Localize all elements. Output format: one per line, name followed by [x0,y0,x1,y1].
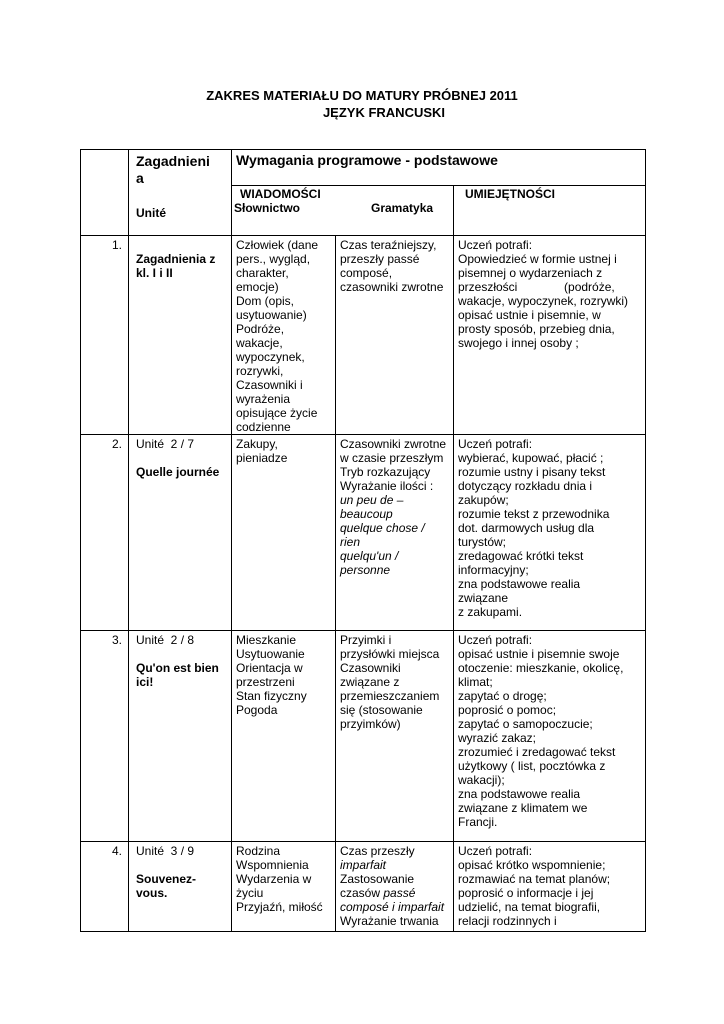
header-skills: UMIEJĘTNOŚCI [465,187,556,201]
text-line: Francji. [458,815,498,829]
text-line: zrozumieć i zredagować tekst [458,745,616,759]
text-line: Przyjaźń, miłość [236,900,323,914]
text-fragment-italic: passé [383,886,416,900]
row-number: 4. [81,842,129,932]
text-line: Człowiek (dane [236,238,319,252]
text-line: opisujące życie [236,406,318,420]
header-grammar: Gramatyka [371,201,434,215]
document-title: ZAKRES MATERIAŁU DO MATURY PRÓBNEJ 2011 [206,88,518,103]
header-number-cell [81,150,129,236]
text-line: Tryb rozkazujący [340,465,431,479]
text-line: opisać krótko wspomnienie; [458,858,606,872]
row-vocabulary [232,631,336,842]
table-row [81,842,646,932]
text-line: Stan fizyczny [236,689,307,703]
text-line: rozrywki, [236,364,284,378]
text-line: Pogoda [236,703,278,717]
text-line: swojego i innej osoby ; [458,336,579,350]
text-line: Podróże, [236,322,285,336]
text-line: poprosić o pomoc; [458,703,557,717]
row-skills [454,236,646,435]
text-line: rozumie tekst z przewodnika [458,507,610,521]
text-line: wybierać, kupować, płacić ; [458,451,604,465]
text-line: przyimków) [340,717,401,731]
row-grammar [336,435,454,631]
header-topic-line2: a [136,170,144,186]
header-knowledge-cell [232,186,454,236]
text-fragment: czasów [340,886,384,900]
row-unit-title: Qu'on est bien [136,661,219,675]
text-line: quelque chose / [340,521,425,535]
text-line: Mieszkanie [236,633,297,647]
header-vocabulary: Słownictwo [234,201,300,215]
text-line: Zakupy, [236,437,278,451]
row-unit [129,631,232,842]
text-line: zna podstawowe realia [458,787,581,801]
text-line: związane z klimatem we [458,801,588,815]
text-line: udzielić, na temat biografii, [458,900,601,914]
row-grammar [336,631,454,842]
text-line: związane [458,591,509,605]
row-grammar [336,842,454,932]
row-skills [454,631,646,842]
text-line: zakupów; [458,493,509,507]
row-skills [454,435,646,631]
row-unit-title: vous. [136,886,168,900]
text-line: composé i imparfait [340,900,445,914]
header-requirements: Wymagania programowe - podstawowe [232,150,646,186]
text-line: rozumie ustny i pisany tekst [458,465,606,479]
row-unit-line: Zagadnienia z [136,252,216,266]
text-line: się (stosowanie [340,703,423,717]
text-line: przysłówki miejsca [340,647,440,661]
curriculum-table [80,149,646,932]
text-line: rien [340,535,361,549]
text-line: Opowiedzieć w formie ustnej i [458,252,617,266]
text-line: opisać ustnie i pisemnie swoje [458,647,620,661]
text-line: zna podstawowe realia [458,577,581,591]
text-line: klimat; [458,675,493,689]
text-line: un peu de – [340,493,404,507]
table-row [81,236,646,435]
text-line: przeszły passé [340,252,420,266]
text-line: pers., wygląd, [236,252,311,266]
text-line: Rodzina [236,844,281,858]
text-line: opisać ustnie i pisemnie, w [458,308,601,322]
text-line: Czas przeszły [340,844,415,858]
text-line: prosty sposób, przebieg dnia, [458,322,615,336]
text-line: informacyjny; [458,563,529,577]
row-unit-code: Unité 2 / 7 [136,437,195,451]
text-line [340,886,449,900]
text-line: Wyrażanie ilości : [340,479,434,493]
row-unit [129,236,232,435]
text-line: usytuowanie) [236,308,307,322]
text-line: w czasie przeszłym [340,451,444,465]
text-line: Uczeń potrafi: [458,437,533,451]
text-line: Wspomnienia [236,858,309,872]
header-unit-label: Unité [136,206,166,220]
text-line: rozmawiać na temat planów; [458,872,611,886]
row-unit-code: Unité 2 / 8 [136,633,195,647]
row-unit-title: Quelle journée [136,465,220,479]
text-line: Wyrażanie trwania [340,914,439,928]
text-line: dotyczący rozkładu dnia i [458,479,593,493]
row-vocabulary [232,842,336,932]
text-line: Uczeń potrafi: [458,633,533,647]
text-line: Usytuowanie [236,647,305,661]
text-line: związane z [340,675,400,689]
text-line: quelqu'un / [340,549,399,563]
row-skills [454,842,646,932]
text-line: wyrażenia [236,392,291,406]
row-unit-line: kl. I i II [136,266,173,280]
text-line: przemieszczaniem [340,689,440,703]
text-line: użytkowy ( list, pocztówka z [458,759,606,773]
header-topic-cell [129,150,232,236]
text-line: Czas teraźniejszy, [340,238,437,252]
header-knowledge: WIADOMOŚCI [240,187,321,201]
text-line: composé, [340,266,393,280]
text-line: codzienne [236,420,291,434]
row-grammar [336,236,454,435]
text-line: życiu [236,886,264,900]
text-line: przestrzeni [236,675,295,689]
row-unit [129,842,232,932]
text-line: Orientacja w [236,661,303,675]
text-line: wypoczynek, [236,350,305,364]
text-line: Dom (opis, [236,294,295,308]
text-line: poprosić o informacje i jej [458,886,594,900]
text-line: personne [340,563,391,577]
text-line: przeszłości (podróże, [458,280,615,294]
text-line: Przyimki i [340,633,392,647]
text-line: wyrazić zakaz; [458,731,537,745]
text-line: Czasowniki zwrotne [340,437,447,451]
text-line: charakter, [236,266,289,280]
row-unit-code: Unité 3 / 9 [136,844,195,858]
row-number: 2. [81,435,129,631]
header-skills-cell [454,186,646,236]
text-line: relacji rodzinnych i [458,914,557,928]
text-line: czasowniki zwrotne [340,280,444,294]
text-line: zapytać o samopoczucie; [458,717,593,731]
row-unit-title: Souvenez- [136,872,197,886]
table-row [81,631,646,842]
text-line: Czasowniki i [236,378,303,392]
text-line: Zastosowanie [340,872,415,886]
row-unit-title: ici! [136,675,154,689]
text-line: wakacje, [236,336,283,350]
table-row [81,435,646,631]
text-line: wakacje, wypoczynek, rozrywki) [458,294,629,308]
row-unit [129,435,232,631]
text-line: wakacji); [458,773,505,787]
text-line: pisemnej o wydarzeniach z [458,266,603,280]
document-subtitle: JĘZYK FRANCUSKI [322,105,446,120]
row-vocabulary [232,236,336,435]
row-number: 1. [81,236,129,435]
header-topic-line1: Zagadnieni [136,153,210,169]
text-line: Uczeń potrafi: [458,844,533,858]
row-number: 3. [81,631,129,842]
text-line: imparfait [340,858,387,872]
text-line: turystów; [458,535,507,549]
text-line: z zakupami. [458,605,523,619]
text-line: Wydarzenia w [236,872,312,886]
text-line: dot. darmowych usług dla [458,521,595,535]
text-line: beaucoup [340,507,393,521]
text-line: emocje) [236,280,279,294]
text-line: zapytać o drogę; [458,689,547,703]
text-line: zredagować krótki tekst [458,549,584,563]
row-vocabulary [232,435,336,631]
text-line: otoczenie: mieszkanie, okolicę, [458,661,624,675]
text-line: Czasowniki [340,661,401,675]
text-line: pieniadze [236,451,288,465]
text-line: Uczeń potrafi: [458,238,533,252]
